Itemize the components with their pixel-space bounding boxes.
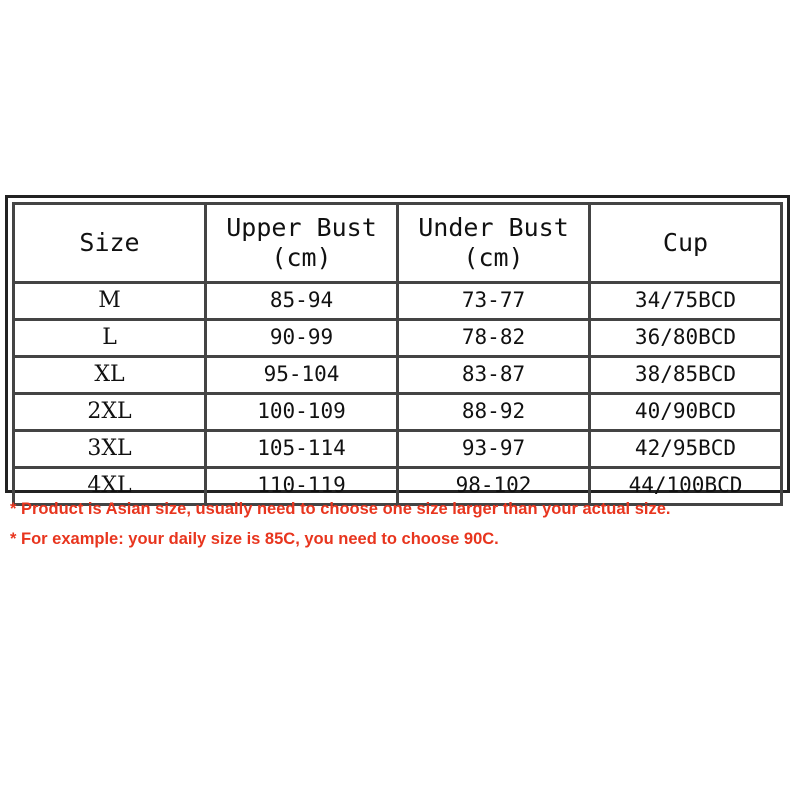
header-under-bust (398, 204, 590, 283)
upper-bust-cell: 85-94 (206, 283, 398, 320)
note-example: * For example: your daily size is 85C, you need to choose 90C. (10, 530, 499, 548)
under-bust-cell: 78-82 (398, 320, 590, 357)
header-cup-label: Cup (662, 228, 709, 257)
cup-cell: 40/90BCD (590, 394, 782, 431)
size-cell: M (14, 283, 206, 320)
table-row (14, 283, 782, 320)
size-cell: 4XL (14, 468, 206, 505)
cup-cell: 36/80BCD (590, 320, 782, 357)
cup-cell: 38/85BCD (590, 357, 782, 394)
size-cell: L (14, 320, 206, 357)
header-row (14, 204, 782, 283)
upper-bust-cell: 95-104 (206, 357, 398, 394)
header-cup (590, 204, 782, 283)
under-bust-cell: 93-97 (398, 431, 590, 468)
upper-bust-cell: 90-99 (206, 320, 398, 357)
cup-cell: 44/100BCD (590, 468, 782, 505)
under-bust-cell: 73-77 (398, 283, 590, 320)
size-cell: 3XL (14, 431, 206, 468)
cup-cell: 34/75BCD (590, 283, 782, 320)
header-under-bust-label: Under Bust (418, 213, 569, 242)
size-cell: XL (14, 357, 206, 394)
cup-cell: 42/95BCD (590, 431, 782, 468)
table-row (14, 431, 782, 468)
size-chart (5, 195, 790, 498)
under-bust-cell: 83-87 (398, 357, 590, 394)
upper-bust-cell: 110-119 (206, 468, 398, 505)
upper-bust-cell: 100-109 (206, 394, 398, 431)
table-row (14, 320, 782, 357)
table-row (14, 357, 782, 394)
upper-bust-cell: 105-114 (206, 431, 398, 468)
under-bust-cell: 98-102 (398, 468, 590, 505)
size-cell: 2XL (14, 394, 206, 431)
size-table (12, 202, 783, 506)
table-row (14, 394, 782, 431)
header-upper-bust-unit: (cm) (271, 243, 332, 272)
header-under-bust-unit: (cm) (463, 243, 524, 272)
header-upper-bust-label: Upper Bust (226, 213, 377, 242)
header-upper-bust (206, 204, 398, 283)
header-size (14, 204, 206, 283)
under-bust-cell: 88-92 (398, 394, 590, 431)
note-asian-size: * Product is Asian size, usually need to choose one size larger than your actual size. (10, 500, 671, 518)
size-notes (10, 498, 795, 558)
header-size-label: Size (79, 228, 140, 257)
